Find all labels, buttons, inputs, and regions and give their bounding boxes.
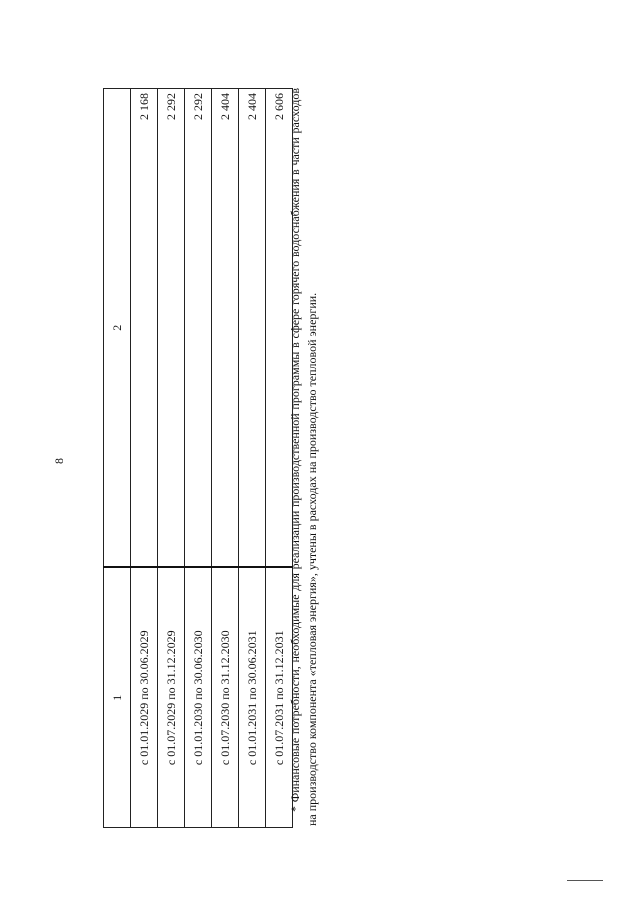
period-cell: с 01.01.2029 по 30.06.2029 xyxy=(131,568,158,828)
value-cell: 2 168 xyxy=(131,89,158,568)
table-row xyxy=(185,89,212,828)
period-cell: с 01.07.2030 по 31.12.2030 xyxy=(212,568,239,828)
period-cell: с 01.01.2031 по 30.06.2031 xyxy=(239,568,266,828)
header-cell-1: 1 xyxy=(104,568,131,828)
page-number: 8 xyxy=(52,458,66,464)
value-cell: 2 404 xyxy=(212,89,239,568)
rotated-page xyxy=(52,50,345,850)
table-row xyxy=(158,89,185,828)
value-cell: 2 606 xyxy=(266,89,293,568)
period-cell: с 01.07.2029 по 31.12.2029 xyxy=(158,568,185,828)
value-cell: 2 292 xyxy=(185,89,212,568)
footer-divider xyxy=(567,880,603,881)
footnote: * Финансовые потребности, необходимые для реализации производственной программы в сфере горячего водоснабжения в части расходов на производство компонента «тепловая энергия», учтены в расходах на производство тепловой энергии. xyxy=(288,88,319,826)
value-cell: 2 404 xyxy=(239,89,266,568)
table-row xyxy=(131,89,158,828)
period-cell: с 01.01.2030 по 30.06.2030 xyxy=(185,568,212,828)
period-cell: с 01.07.2031 по 31.12.2031 xyxy=(266,568,293,828)
table-header-row xyxy=(104,89,131,828)
header-cell-2: 2 xyxy=(104,89,131,568)
value-cell: 2 292 xyxy=(158,89,185,568)
tariff-table xyxy=(103,88,293,828)
table-row xyxy=(212,89,239,828)
table-row xyxy=(239,89,266,828)
